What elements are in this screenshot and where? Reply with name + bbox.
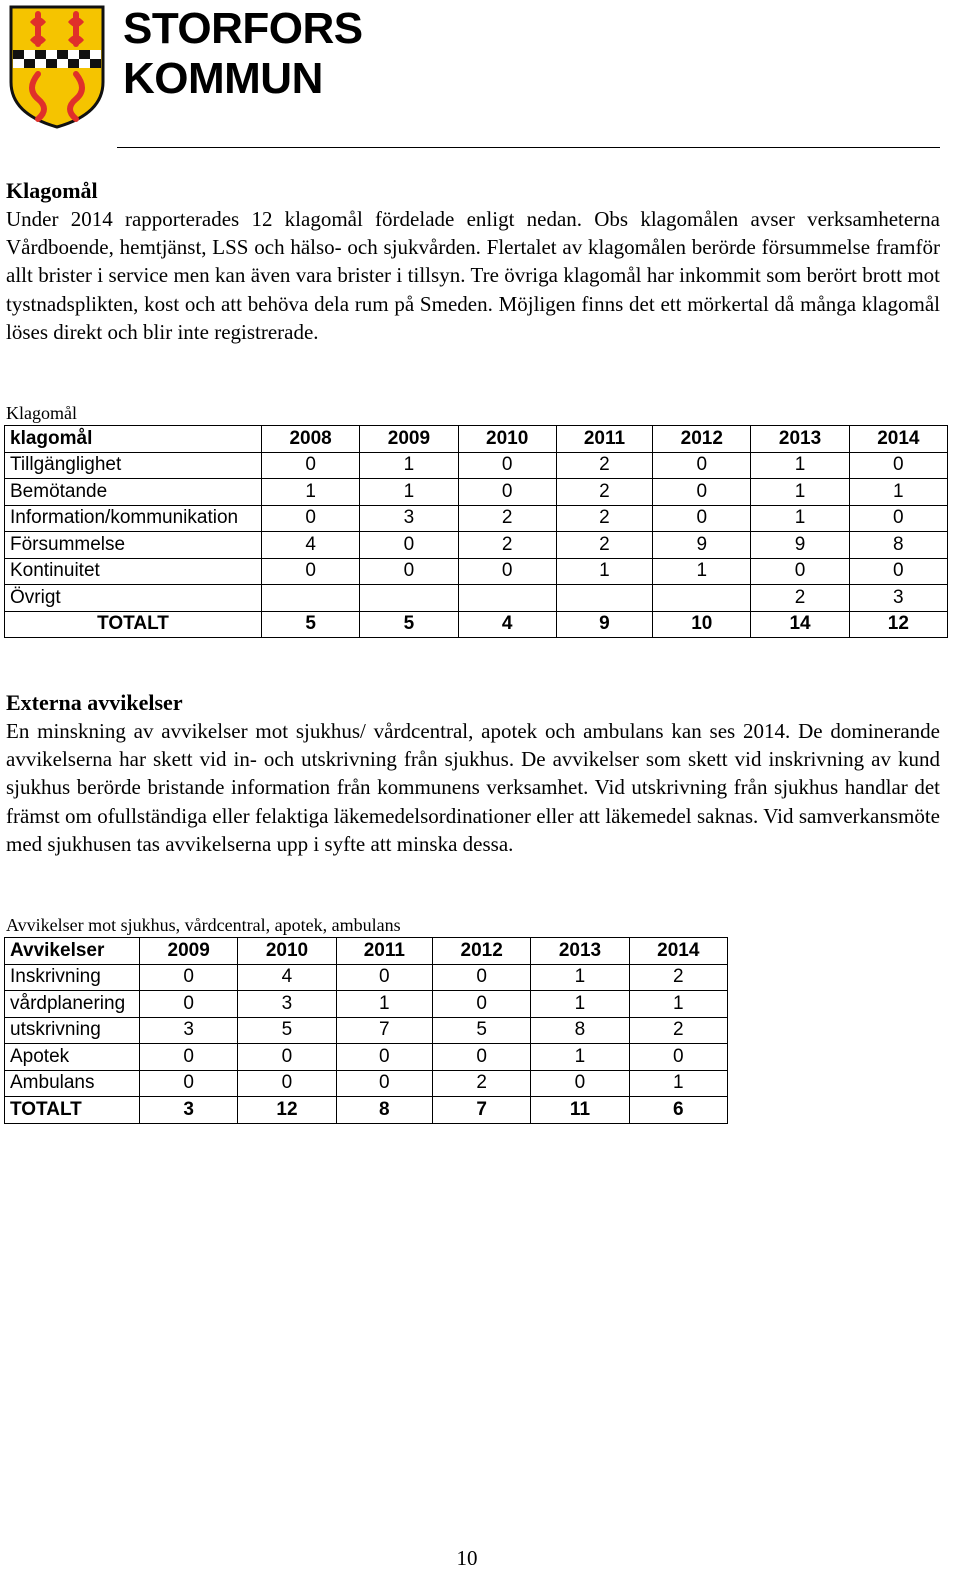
table-cell: 8 xyxy=(849,532,947,559)
table-cell: 5 xyxy=(238,1017,336,1044)
table-cell: 0 xyxy=(262,505,360,532)
table-cell: 2 xyxy=(629,964,727,991)
column-header: 2011 xyxy=(556,426,652,453)
table-cell: 0 xyxy=(262,558,360,585)
total-cell: 4 xyxy=(458,611,556,638)
table-cell: 9 xyxy=(653,532,751,559)
table-cell: 7 xyxy=(336,1017,432,1044)
table-cell: 1 xyxy=(653,558,751,585)
row-label: utskrivning xyxy=(5,1017,140,1044)
table-cell: 0 xyxy=(653,452,751,479)
total-label: TOTALT xyxy=(5,1097,140,1124)
organization-name xyxy=(123,4,363,104)
total-cell: 9 xyxy=(556,611,652,638)
complaints-table-caption: Klagomål xyxy=(6,403,77,423)
table-cell: 0 xyxy=(238,1070,336,1097)
deviations-heading: Externa avvikelser xyxy=(6,690,183,715)
row-label: Bemötande xyxy=(5,479,262,506)
table-cell: 0 xyxy=(458,452,556,479)
table-cell: 2 xyxy=(629,1017,727,1044)
table-cell: 2 xyxy=(556,532,652,559)
table-cell: 3 xyxy=(360,505,458,532)
complaints-table xyxy=(4,425,948,638)
table-cell: 0 xyxy=(849,452,947,479)
table-cell: 1 xyxy=(531,991,629,1018)
deviations-section xyxy=(6,689,940,858)
column-header: 2010 xyxy=(458,426,556,453)
table-cell: 0 xyxy=(458,558,556,585)
table-cell xyxy=(556,585,652,612)
table-cell: 9 xyxy=(751,532,849,559)
column-header: 2013 xyxy=(531,938,629,965)
table-cell: 0 xyxy=(336,1070,432,1097)
table-cell: 0 xyxy=(140,1070,238,1097)
table-cell: 0 xyxy=(140,991,238,1018)
header-divider xyxy=(117,147,940,148)
page-header xyxy=(0,0,960,150)
table-cell xyxy=(262,585,360,612)
column-header: 2013 xyxy=(751,426,849,453)
table-cell: 0 xyxy=(140,1044,238,1071)
column-header: 2012 xyxy=(433,938,531,965)
table-row xyxy=(5,479,948,506)
table-cell: 0 xyxy=(336,964,432,991)
column-header: klagomål xyxy=(5,426,262,453)
total-cell: 11 xyxy=(531,1097,629,1124)
row-label: vårdplanering xyxy=(5,991,140,1018)
total-cell: 7 xyxy=(433,1097,531,1124)
row-label: Kontinuitet xyxy=(5,558,262,585)
storfors-coat-of-arms-logo xyxy=(8,4,106,130)
table-row xyxy=(5,505,948,532)
table-cell: 2 xyxy=(556,505,652,532)
total-cell: 5 xyxy=(360,611,458,638)
table-cell: 1 xyxy=(629,991,727,1018)
table-cell: 4 xyxy=(238,964,336,991)
table-row xyxy=(5,964,728,991)
table-cell: 0 xyxy=(433,964,531,991)
total-cell: 14 xyxy=(751,611,849,638)
total-cell: 3 xyxy=(140,1097,238,1124)
table-cell: 0 xyxy=(360,532,458,559)
table-cell: 0 xyxy=(360,558,458,585)
total-row xyxy=(5,1097,728,1124)
table-row xyxy=(5,532,948,559)
table-row xyxy=(5,558,948,585)
column-header: 2009 xyxy=(140,938,238,965)
table-cell: 0 xyxy=(458,479,556,506)
total-row xyxy=(5,611,948,638)
total-cell: 6 xyxy=(629,1097,727,1124)
table-cell: 2 xyxy=(556,452,652,479)
table-cell: 0 xyxy=(433,1044,531,1071)
row-label: Övrigt xyxy=(5,585,262,612)
table-cell: 2 xyxy=(458,505,556,532)
table-cell: 0 xyxy=(262,452,360,479)
total-cell: 5 xyxy=(262,611,360,638)
table-cell: 1 xyxy=(360,479,458,506)
table-cell: 2 xyxy=(458,532,556,559)
table-cell: 0 xyxy=(653,505,751,532)
column-header: Avvikelser xyxy=(5,938,140,965)
table-cell: 1 xyxy=(751,452,849,479)
table-cell: 1 xyxy=(849,479,947,506)
column-header: 2011 xyxy=(336,938,432,965)
row-label: Ambulans xyxy=(5,1070,140,1097)
table-row xyxy=(5,585,948,612)
table-cell xyxy=(653,585,751,612)
table-cell: 4 xyxy=(262,532,360,559)
total-cell: 12 xyxy=(849,611,947,638)
table-cell: 0 xyxy=(140,964,238,991)
table-cell: 0 xyxy=(849,558,947,585)
total-cell: 12 xyxy=(238,1097,336,1124)
table-cell: 0 xyxy=(433,991,531,1018)
table-cell: 0 xyxy=(336,1044,432,1071)
row-label: Försummelse xyxy=(5,532,262,559)
table-row xyxy=(5,1044,728,1071)
organization-name-line1: STORFORS xyxy=(123,4,363,53)
table-row xyxy=(5,1017,728,1044)
page-number: 10 xyxy=(456,1546,478,1570)
table-row xyxy=(5,452,948,479)
row-label: Tillgänglighet xyxy=(5,452,262,479)
table-cell: 2 xyxy=(751,585,849,612)
table-cell: 0 xyxy=(751,558,849,585)
table-cell: 1 xyxy=(751,505,849,532)
column-header: 2009 xyxy=(360,426,458,453)
total-cell: 8 xyxy=(336,1097,432,1124)
table-row xyxy=(5,991,728,1018)
column-header: 2014 xyxy=(849,426,947,453)
total-label: TOTALT xyxy=(5,611,262,638)
table-cell: 1 xyxy=(629,1070,727,1097)
table-cell: 1 xyxy=(531,964,629,991)
deviations-paragraph: En minskning av avvikelser mot sjukhus/ vårdcentral, apotek och ambulans kan ses 2014. De dominerande avvikelserna har skett vid in- och utskrivning från sjukhus. De avvikelser som skett vid inskrivning av kund sjukhus berörde bristande information från kommunens verksamhet. Vid utskrivning från sjukhus handlar det främst om ofullständiga eller felaktiga läkemedelsordinationer eller att läkemedel saknas. Vid samverkansmöte med sjukhusen tas avvikelserna upp i syfte att minska dessa. xyxy=(6,719,940,856)
column-header: 2008 xyxy=(262,426,360,453)
total-cell: 10 xyxy=(653,611,751,638)
table-cell: 2 xyxy=(556,479,652,506)
table-cell: 0 xyxy=(238,1044,336,1071)
deviations-table-header-row xyxy=(5,938,728,965)
complaints-section xyxy=(6,177,940,346)
column-header: 2014 xyxy=(629,938,727,965)
column-header: 2012 xyxy=(653,426,751,453)
table-cell: 1 xyxy=(556,558,652,585)
table-cell: 1 xyxy=(751,479,849,506)
row-label: Information/kommunikation xyxy=(5,505,262,532)
table-cell xyxy=(458,585,556,612)
complaints-paragraph: Under 2014 rapporterades 12 klagomål fördelade enligt nedan. Obs klagomålen avser verksamheterna Vårdboende, hemtjänst, LSS och hälso- och sjukvården. Flertalet av klagomålen berörde försummelse framför allt brister i service men kan även vara brister i tillsyn. Tre övriga klagomål har inkommit som berört brott mot tystnadsplikten, kost och att behöva dela rum på Smeden. Möjligen finns det ett mörkertal då många klagomål löses direkt och blir inte registrerade. xyxy=(6,207,940,344)
table-cell: 1 xyxy=(531,1044,629,1071)
table-cell: 5 xyxy=(433,1017,531,1044)
table-cell: 2 xyxy=(433,1070,531,1097)
table-cell: 3 xyxy=(140,1017,238,1044)
table-cell: 3 xyxy=(849,585,947,612)
organization-name-line2: KOMMUN xyxy=(123,54,323,103)
table-cell: 0 xyxy=(849,505,947,532)
table-cell: 1 xyxy=(360,452,458,479)
deviations-table-caption: Avvikelser mot sjukhus, vårdcentral, apotek, ambulans xyxy=(6,915,401,935)
row-label: Inskrivning xyxy=(5,964,140,991)
complaints-table-header-row xyxy=(5,426,948,453)
table-cell xyxy=(360,585,458,612)
table-cell: 0 xyxy=(629,1044,727,1071)
table-cell: 0 xyxy=(653,479,751,506)
column-header: 2010 xyxy=(238,938,336,965)
table-cell: 0 xyxy=(531,1070,629,1097)
table-cell: 3 xyxy=(238,991,336,1018)
table-cell: 1 xyxy=(336,991,432,1018)
table-row xyxy=(5,1070,728,1097)
table-cell: 8 xyxy=(531,1017,629,1044)
complaints-heading: Klagomål xyxy=(6,178,98,203)
table-cell: 1 xyxy=(262,479,360,506)
deviations-table xyxy=(4,937,728,1124)
row-label: Apotek xyxy=(5,1044,140,1071)
